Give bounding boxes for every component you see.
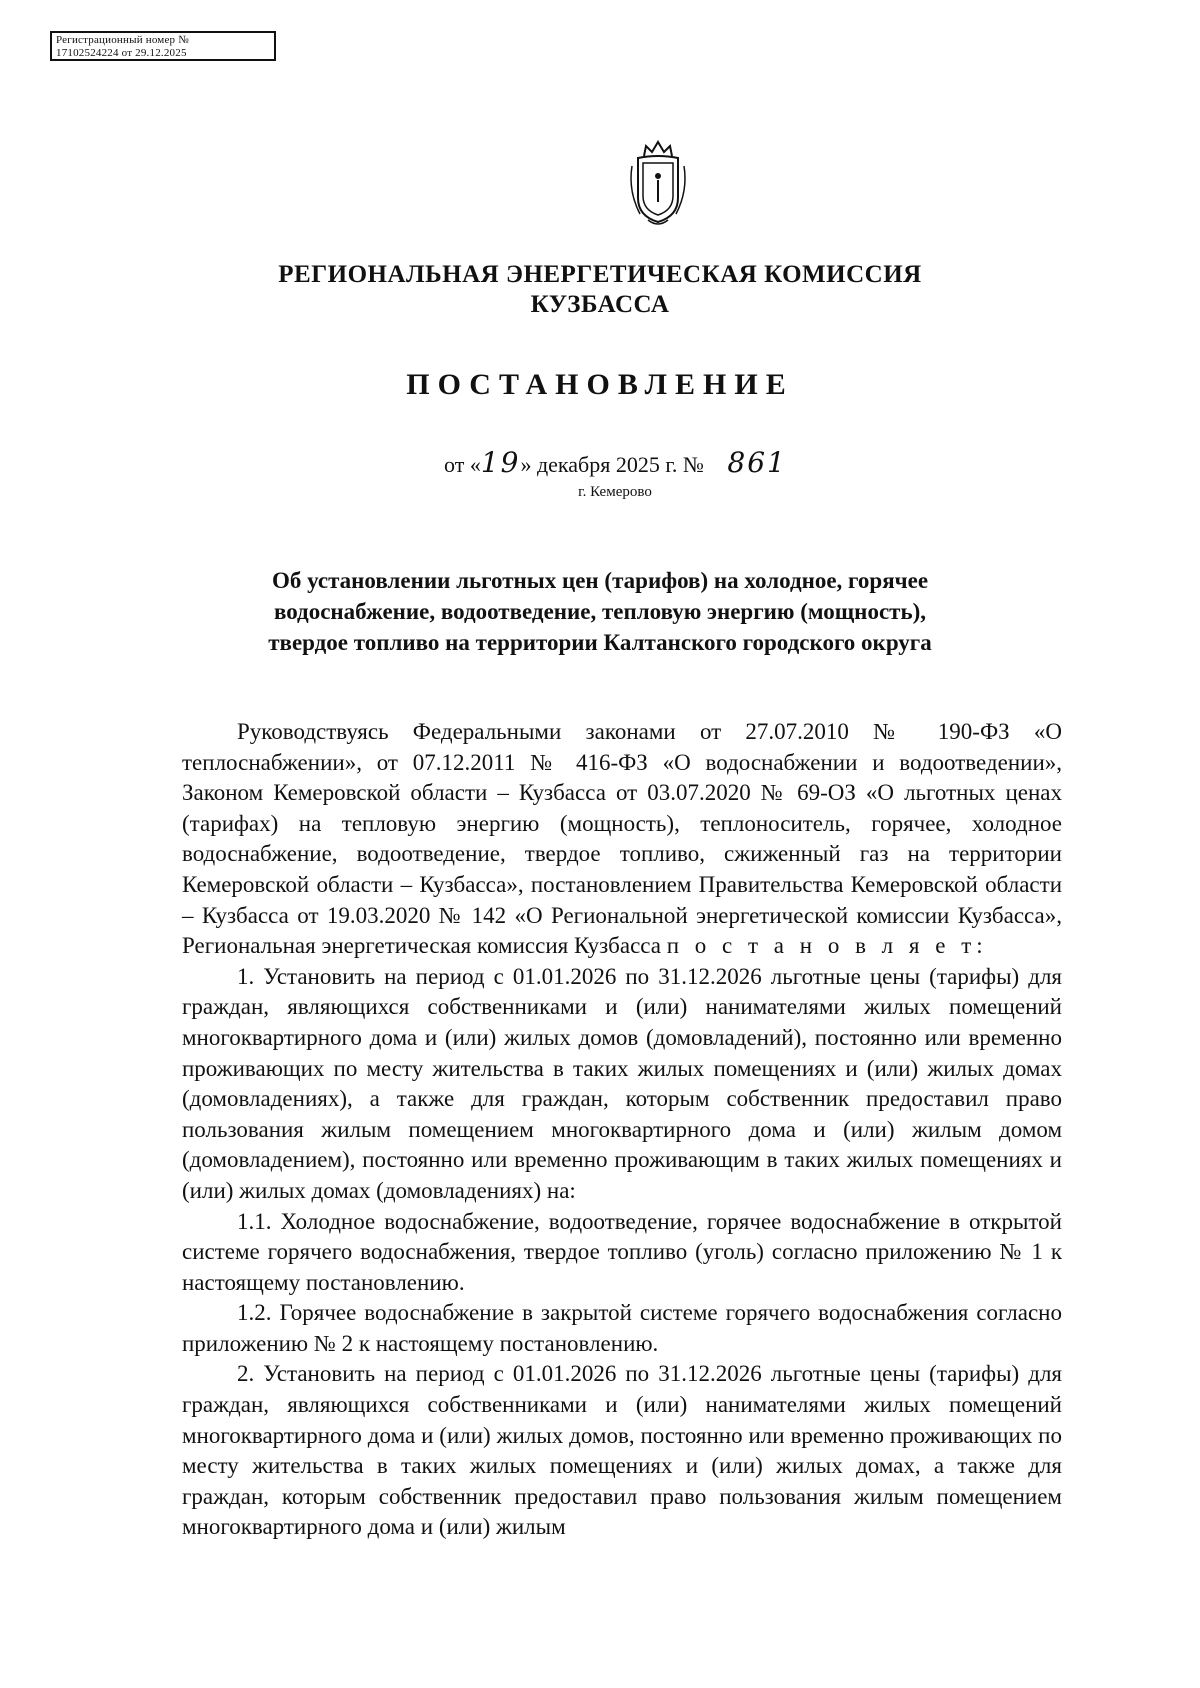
subject-line3: твердое топливо на территории Калтанского городского округа xyxy=(268,630,932,655)
date-middle: » декабря 2025 г. № xyxy=(520,452,704,477)
organization-name-line2: КУЗБАССА xyxy=(530,291,670,318)
document-date-line xyxy=(444,446,787,479)
organization-name-line1: РЕГИОНАЛЬНАЯ ЭНЕРГЕТИЧЕСКАЯ КОМИССИЯ xyxy=(278,261,922,288)
coat-of-arms-icon xyxy=(626,136,690,230)
document-number: 861 xyxy=(727,446,787,479)
decree-word: п о с т а н о в л я е т: xyxy=(666,933,988,959)
date-prefix: от « xyxy=(444,452,481,477)
paragraph-1: 1. Установить на период с 01.01.2026 по 31.12.2026 льготные цены (тарифы) для граждан, являющихся собственниками и (или) нанимателями жилых помещений многоквартирного дома и (или) жилых домов (домовладений), постоянно или временно проживающих по месту жительства в таких жилых помещениях и (или) жилых домах (домовладениях), а также для граждан, которым собственник предоставил право пользования жилым помещением многоквартирного дома и (или) жилым домом (домовладением), постоянно или временно проживающим в таких жилых помещениях и (или) жилых домах (домовладениях) на: xyxy=(182,963,1062,1203)
organization-title xyxy=(0,260,1200,320)
document-body xyxy=(182,717,1062,1543)
registration-line2: 17102524224 от 29.12.2025 xyxy=(56,47,187,59)
registration-stamp xyxy=(50,31,276,61)
date-day: 19 xyxy=(480,446,521,479)
paragraph-1-1: 1.1. Холодное водоснабжение, водоотведение, горячее водоснабжение в открытой системе горячего водоснабжения, твердое топливо (уголь) согласно приложению № 1 к настоящему постановлению. xyxy=(182,1208,1062,1295)
document-subject xyxy=(150,565,1050,658)
subject-line1: Об установлении льготных цен (тарифов) на холодное, горячее xyxy=(271,568,929,593)
paragraph-2: 2. Установить на период с 01.01.2026 по 31.12.2026 льготные цены (тарифы) для граждан, являющихся собственниками и (или) нанимателями жилых помещений многоквартирного дома и (или) жилых домов, постоянно или временно проживающих по месту жительства в таких жилых помещениях и (или) жилых домах, а также для граждан, которым собственник предоставил право пользования жилым помещением многоквартирного дома и (или) жилым xyxy=(182,1361,1062,1540)
document-city: г. Кемерово xyxy=(578,484,652,500)
document-type: ПОСТАНОВЛЕНИЕ xyxy=(406,368,794,401)
paragraph-1-2: 1.2. Горячее водоснабжение в закрытой системе горячего водоснабжения согласно приложению № 2 к настоящему постановлению. xyxy=(182,1300,1062,1356)
registration-line1: Регистрационный номер № xyxy=(56,34,189,46)
intro-paragraph xyxy=(182,717,1062,962)
subject-line2: водоснабжение, водоотведение, тепловую энергию (мощность), xyxy=(273,599,927,624)
intro-text: Руководствуясь Федеральными законами от 27.07.2010 № 190-ФЗ «О теплоснабжении», от 07.12.2011 № 416-ФЗ «О водоснабжении и водоотведении», Законом Кемеровской области – Кузбасса от 03.07.2020 № 69-ОЗ «О льготных ценах (тарифах) на тепловую энергию (мощность), теплоноситель, горячее, холодное водоснабжение, водоотведение, твердое топливо, сжиженный газ на территории Кемеровской области – Кузбасса», постановлением Правительства Кемеровской области – Кузбасса от 19.03.2020 № 142 «О Региональной энергетической комиссии Кузбасса», Региональная энергетическая комиссия Кузбасса xyxy=(182,719,1062,959)
